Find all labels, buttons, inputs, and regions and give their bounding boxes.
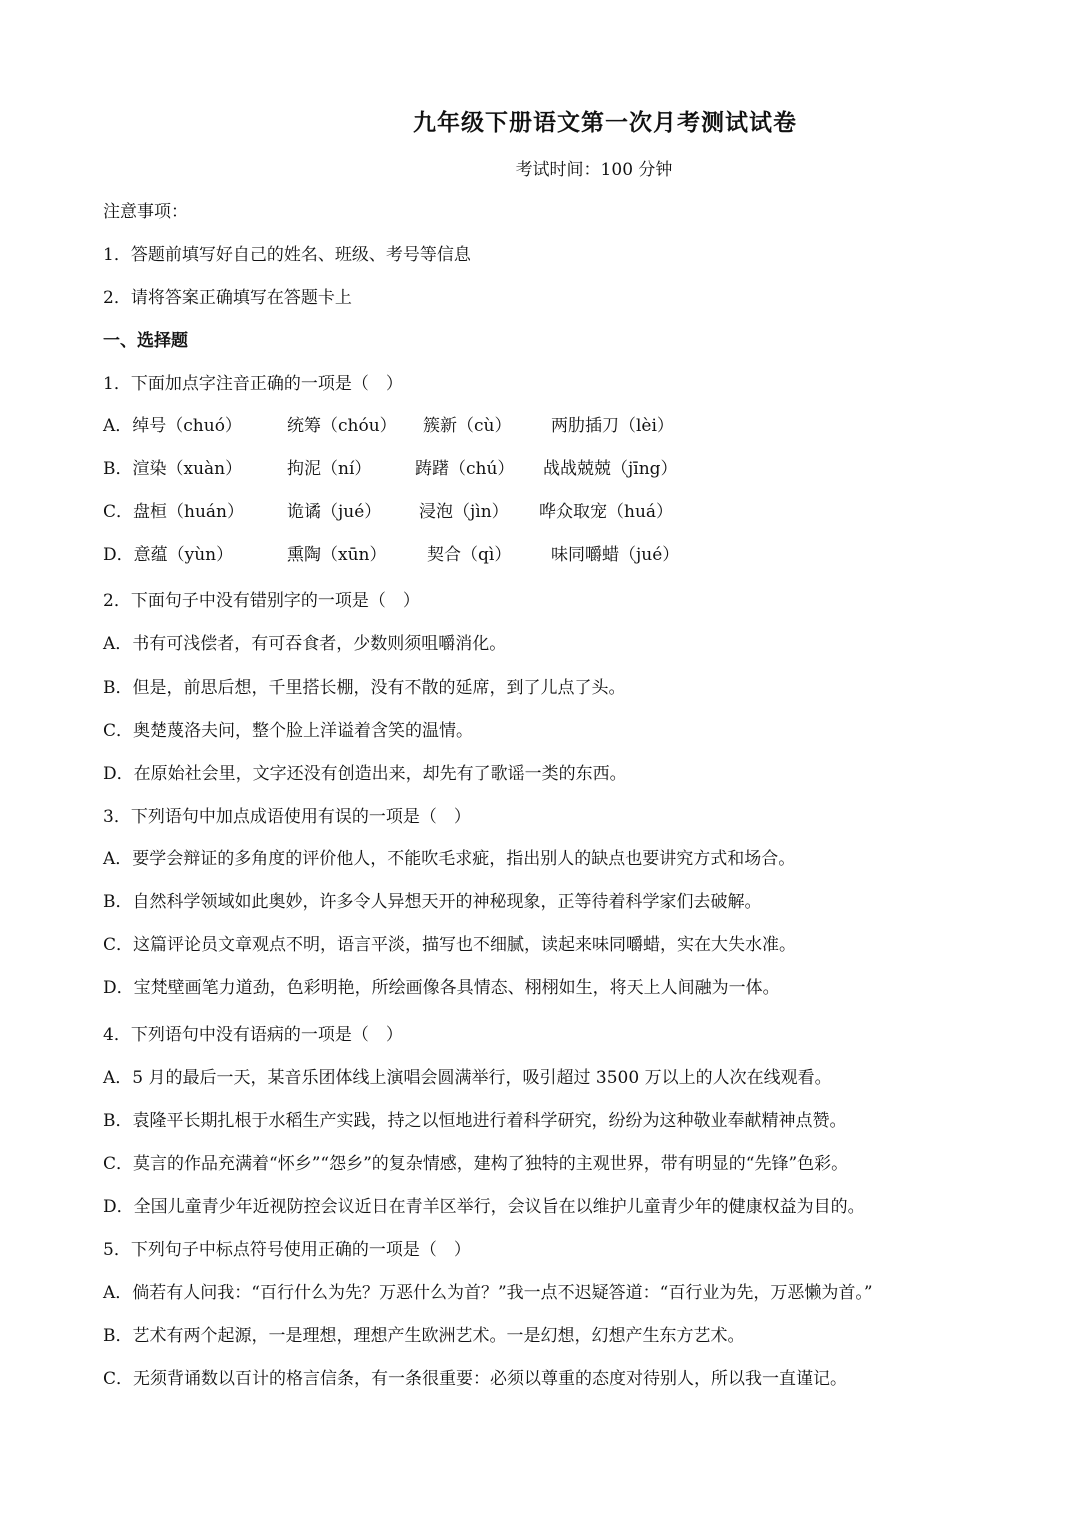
option-item: B．但是，前思后想，千里搭长棚，没有不散的延席，到了儿点了头。 xyxy=(103,678,626,698)
option-item: 统筹（chóu） xyxy=(287,416,397,436)
option-item: 簇新（cù） xyxy=(423,416,512,436)
option-item: 两肋插刀（lèi） xyxy=(551,416,674,436)
option-item: 战战兢兢（jīng） xyxy=(543,459,678,479)
notice-item: 2．请将答案正确填写在答题卡上 xyxy=(103,288,352,308)
option-item: C．奥楚蔑洛夫问，整个脸上洋谥着含笑的温情。 xyxy=(103,721,474,741)
option-item: C．莫言的作品充满着“怀乡”“怨乡”的复杂情感，建构了独特的主观世界，带有明显的“先锋”色彩。 xyxy=(103,1154,849,1174)
option-item: C．这篇评论员文章观点不明，语言平淡，描写也不细腻，读起来味同嚼蜡，实在大失水准。 xyxy=(103,935,797,955)
question-stem: 5．下列句子中标点符号使用正确的一项是（ ） xyxy=(103,1240,471,1260)
exam-duration: 考试时间：100 分钟 xyxy=(515,160,673,180)
option-item: A．书有可浅偿者，有可吞食者，少数则须咀嚼消化。 xyxy=(103,634,507,654)
option-item: B．袁隆平长期扎根于水稻生产实践，持之以恒地进行着科学研究，纷纷为这种敬业奉献精神点赞。 xyxy=(103,1111,847,1131)
option-item: D．宝梵壁画笔力道劲，色彩明艳，所绘画像各具情态、栩栩如生，将天上人间融为一体。 xyxy=(103,978,780,998)
section-heading: 一、选择题 xyxy=(103,331,188,351)
option-item: 契合（qì） xyxy=(427,545,512,565)
notice-item: 1．答题前填写好自己的姓名、班级、考号等信息 xyxy=(103,245,471,265)
option-item: 浸泡（jìn） xyxy=(419,502,509,522)
option-item: C．无须背诵数以百计的格言信条，有一条很重要：必须以尊重的态度对待别人，所以我一直谨记。 xyxy=(103,1369,848,1389)
option-item: A．绰号（chuó） xyxy=(103,416,242,436)
option-item: B．艺术有两个起源，一是理想，理想产生欧洲艺术。一是幻想，幻想产生东方艺术。 xyxy=(103,1326,745,1346)
notice-heading: 注意事项： xyxy=(103,202,188,222)
option-item: 熏陶（xūn） xyxy=(287,545,387,565)
option-item: 哗众取宠（huá） xyxy=(539,502,674,522)
question-stem: 4．下列语句中没有语病的一项是（ ） xyxy=(103,1025,403,1045)
option-item: 诡谲（jué） xyxy=(287,502,382,522)
option-item: A．要学会辩证的多角度的评价他人，不能吹毛求疵，指出别人的缺点也要讲究方式和场合。 xyxy=(103,849,796,869)
option-item: A．倘若有人问我：“百行什么为先？万恶什么为首？”我一点不迟疑答道：“百行业为先，万恶懒为首。” xyxy=(103,1283,873,1303)
page-title: 九年级下册语文第一次月考测试试卷 xyxy=(413,109,797,136)
option-item: D．在原始社会里，文字还没有创造出来，却先有了歌谣一类的东西。 xyxy=(103,764,627,784)
option-item: 味同嚼蜡（jué） xyxy=(551,545,680,565)
option-item: 拘泥（ní） xyxy=(287,459,372,479)
option-item: 踌躇（chú） xyxy=(415,459,515,479)
question-stem: 2．下面句子中没有错别字的一项是（ ） xyxy=(103,591,420,611)
option-item: D．全国儿童青少年近视防控会议近日在青羊区举行，会议旨在以维护儿童青少年的健康权益为目的。 xyxy=(103,1197,865,1217)
option-item: D．意蕴（yùn） xyxy=(103,545,234,565)
option-item: B．渲染（xuàn） xyxy=(103,459,243,479)
option-item: B．自然科学领域如此奥妙，许多令人异想天开的神秘现象，正等待着科学家们去破解。 xyxy=(103,892,762,912)
question-stem: 3．下列语句中加点成语使用有误的一项是（ ） xyxy=(103,807,471,827)
option-item: C．盘桓（huán） xyxy=(103,502,244,522)
question-stem: 1．下面加点字注音正确的一项是（ ） xyxy=(103,374,403,394)
option-item: A．5 月的最后一天，某音乐团体线上演唱会圆满举行，吸引超过 3500 万以上的人次在线观看。 xyxy=(103,1068,832,1088)
